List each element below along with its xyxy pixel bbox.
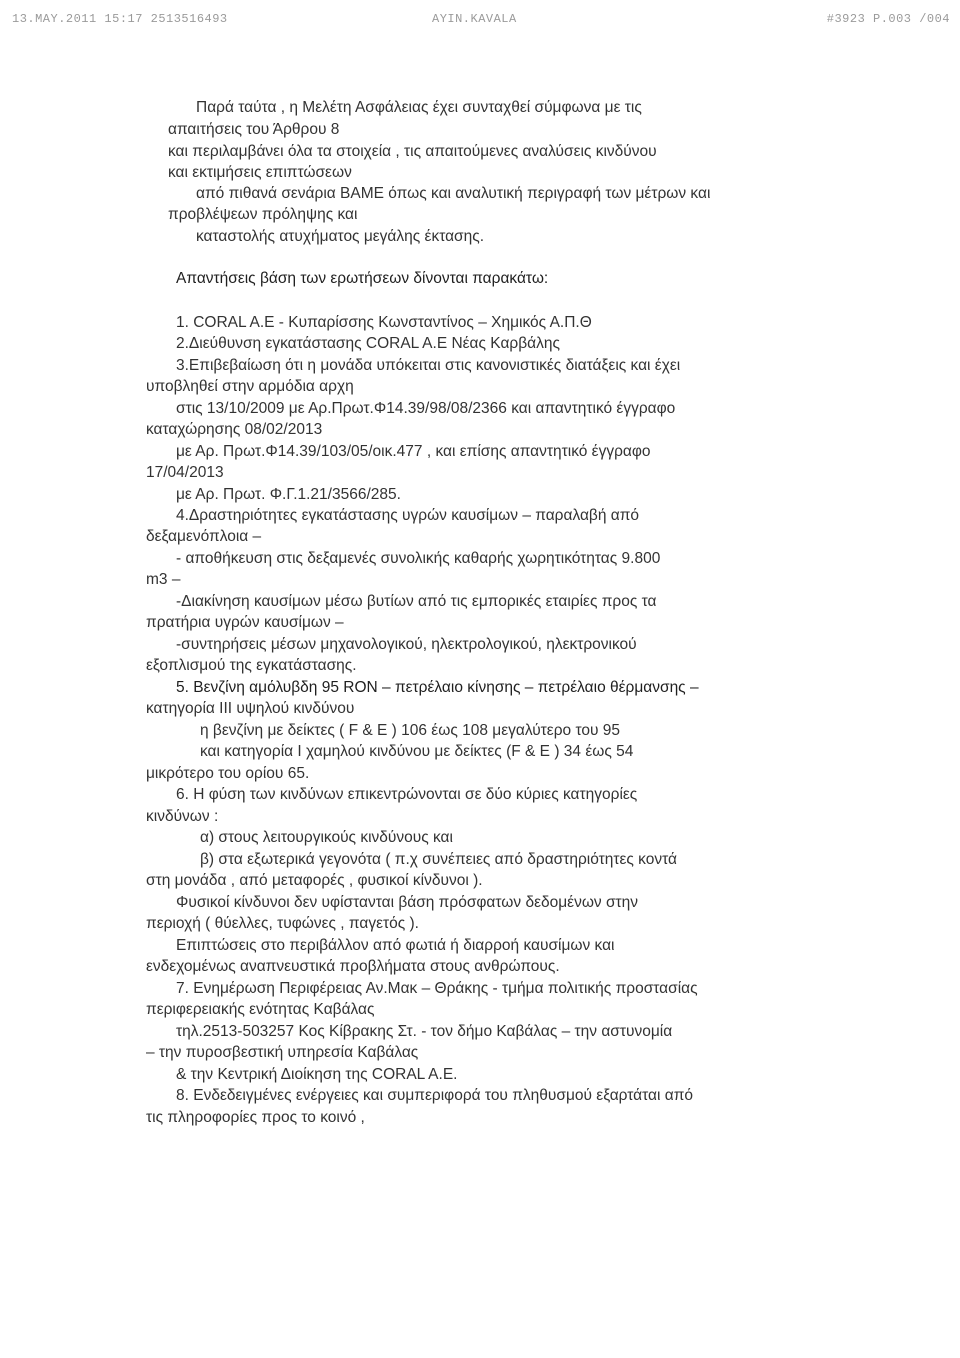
item-line: -Διακίνηση καυσίμων μέσω βυτίων από τις εμπορικές εταιρίες προς τα — [176, 593, 657, 610]
item-line: 7. Ενημέρωση Περιφέρειας Αν.Μακ – Θράκης - τμήμα πολιτικής προστασίας — [176, 980, 698, 997]
item-line: δεξαμενόπλοια – — [146, 528, 262, 545]
item-line: α) στους λειτουργικούς κινδύνους και — [200, 829, 453, 846]
item-line: μικρότερο του ορίου 65. — [146, 765, 310, 782]
item-line: με Αρ. Πρωτ.Φ14.39/103/05/οικ.477 , και επίσης απαντητικό έγγραφο — [176, 443, 651, 460]
item-line: εξοπλισμού της εγκατάστασης. — [146, 657, 357, 674]
fax-header-page: #3923 P.003 /004 — [826, 12, 950, 26]
item-line: και κατηγορία Ι χαμηλού κινδύνου με δείκτες (F & E ) 34 έως 54 — [200, 743, 634, 760]
item-line: & την Κεντρική Διοίκηση της CORAL A.E. — [176, 1066, 458, 1083]
item-line: 17/04/2013 — [146, 464, 224, 481]
item-line: m3 – — [146, 571, 181, 588]
item-line: στη μονάδα , από μεταφορές , φυσικοί κίνδυνοι ). — [146, 872, 483, 889]
answers-heading: Απαντήσεις βάση των ερωτήσεων δίνονται παρακάτω: — [176, 270, 549, 287]
item-line: 1. CORAL A.E - Κυπαρίσσης Κωνσταντίνος – Χημικός Α.Π.Θ — [176, 314, 592, 331]
intro-line: προβλέψεων πρόληψης και — [168, 206, 358, 223]
item-line: 6. Η φύση των κινδύνων επικεντρώνονται σε δύο κύριες κατηγορίες — [176, 786, 638, 803]
item-line: 5. Βενζίνη αμόλυβδη 95 RON – πετρέλαιο κίνησης – πετρέλαιο θέρμανσης – — [176, 679, 699, 696]
intro-line: καταστολής ατυχήματος μεγάλης έκτασης. — [196, 228, 485, 245]
item-line: καταχώρησης 08/02/2013 — [146, 421, 323, 438]
intro-line: Παρά ταύτα , η Μελέτη Ασφάλειας έχει συνταχθεί σύμφωνα με τις — [196, 99, 642, 116]
item-line: η βενζίνη με δείκτες ( F & E ) 106 έως 108 μεγαλύτερο του 95 — [200, 722, 620, 739]
fax-header-sender: ΑΥΙΝ.ΚΑVALA — [432, 12, 517, 26]
item-line: 3.Επιβεβαίωση ότι η μονάδα υπόκειται στις κανονιστικές διατάξεις και έχει — [176, 357, 681, 374]
fax-header-left: 13.ΜΑΥ.2011 15:17 2513516493 — [12, 12, 228, 26]
item-line: 4.Δραστηριότητες εγκατάστασης υγρών καυσίμων – παραλαβή από — [176, 507, 640, 524]
item-line: ενδεχομένως αναπνευστικά προβλήματα στους ανθρώπους. — [146, 958, 560, 975]
item-line: Επιπτώσεις στο περιβάλλον από φωτιά ή διαρροή καυσίμων και — [176, 937, 615, 954]
item-line: -συντηρήσεις μέσων μηχανολογικού, ηλεκτρολογικού, ηλεκτρονικού — [176, 636, 637, 653]
item-line: με Αρ. Πρωτ. Φ.Γ.1.21/3566/285. — [176, 486, 401, 503]
item-line: τις πληροφορίες προς το κοινό , — [146, 1109, 365, 1126]
item-line: περιοχή ( θύελλες, τυφώνες , παγετός ). — [146, 915, 419, 932]
intro-line: και εκτιμήσεις επιπτώσεων — [168, 164, 352, 181]
item-line: τηλ.2513-503257 Κος Κίβρακης Στ. - τον δήμο Καβάλας – την αστυνομία — [176, 1023, 673, 1040]
item-line: - αποθήκευση στις δεξαμενές συνολικής καθαρής χωρητικότητας 9.800 — [176, 550, 661, 567]
item-line: 2.Διεύθυνση εγκατάστασης CORAL A.E Νέας Καρβάλης — [176, 335, 560, 352]
item-line: 8. Ενδεδειγμένες ενέργειες και συμπεριφορά του πληθυσμού εξαρτάται από — [176, 1087, 694, 1104]
item-line: κατηγορία ΙΙΙ υψηλού κινδύνου — [146, 700, 355, 717]
intro-line: από πιθανά σενάρια ΒΑΜΕ όπως και αναλυτική περιγραφή των μέτρων και — [196, 185, 711, 202]
item-line: υποβληθεί στην αρμόδια αρχη — [146, 378, 354, 395]
intro-line: και περιλαμβάνει όλα τα στοιχεία , τις απαιτούμενες αναλύσεις κινδύνου — [168, 143, 657, 160]
intro-line: απαιτήσεις του Άρθρου 8 — [168, 121, 340, 138]
item-line: – την πυροσβεστική υπηρεσία Καβάλας — [146, 1044, 419, 1061]
item-line: περιφερειακής ενότητας Καβάλας — [146, 1001, 375, 1018]
item-line: κινδύνων : — [146, 808, 219, 825]
item-line: πρατήρια υγρών καυσίμων – — [146, 614, 344, 631]
item-line: στις 13/10/2009 με Αρ.Πρωτ.Φ14.39/98/08/2366 και απαντητικό έγγραφο — [176, 400, 676, 417]
item-line: β) στα εξωτερικά γεγονότα ( π.χ συνέπειες από δραστηριότητες κοντά — [200, 851, 677, 868]
item-line: Φυσικοί κίνδυνοι δεν υφίστανται βάση πρόσφατων δεδομένων στην — [176, 894, 639, 911]
